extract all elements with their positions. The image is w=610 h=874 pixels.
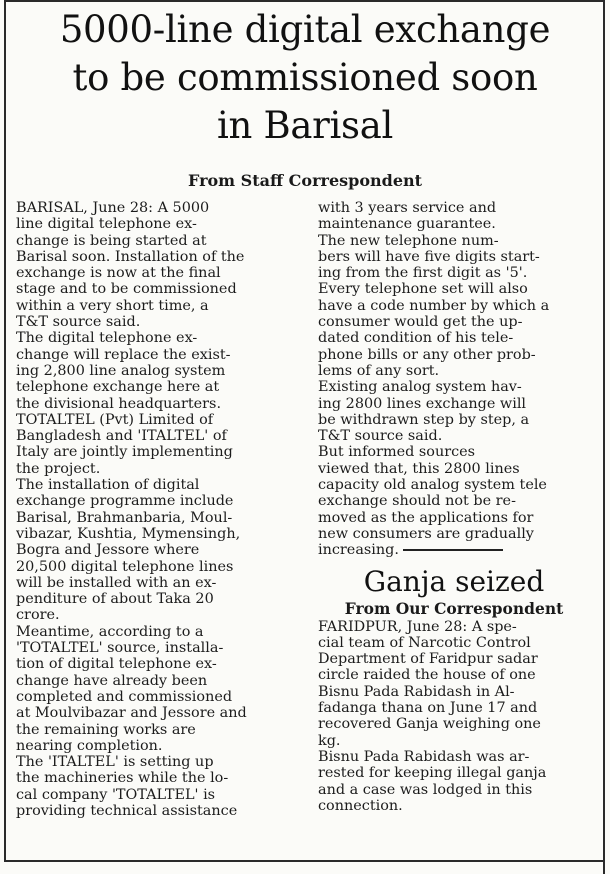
article-line: 'TOTALTEL' source, installa-	[16, 640, 224, 657]
left-border	[4, 0, 6, 862]
article-line: ing 2,800 line analog system	[16, 362, 226, 379]
article-line: penditure of about Taka 20	[16, 591, 214, 608]
article-line: line digital telephone ex-	[16, 216, 197, 233]
article-line: Italy are jointly implementing	[16, 444, 233, 461]
article-line: have a code number by which a	[318, 297, 550, 314]
article-line: Bisnu Pada Rabidash was ar-	[318, 748, 530, 765]
article-line: exchange programme include	[16, 493, 234, 510]
article-line: T&T source said.	[16, 314, 141, 331]
article-line: within a very short time, a	[16, 297, 209, 314]
article-line: Bangladesh and 'ITALTEL' of	[16, 428, 227, 445]
article-line: will be installed with an ex-	[16, 574, 217, 591]
article-line: Department of Faridpur sadar	[318, 651, 538, 668]
article-line: ing 2800 lines exchange will	[318, 395, 527, 412]
article-line: stage and to be commissioned	[16, 281, 237, 298]
article-line: bers will have five digits start-	[318, 248, 540, 265]
article-line: The 'ITALTEL' is setting up	[16, 754, 214, 771]
article-line: lems of any sort.	[318, 362, 440, 379]
article-line: crore.	[16, 607, 60, 624]
second-article-body	[318, 619, 590, 815]
article-line: Every telephone set will also	[318, 281, 528, 298]
article-line: Barisal soon. Installation of the	[16, 248, 245, 265]
article-line: TOTALTEL (Pvt) Limited of	[16, 411, 214, 428]
article-line: Meantime, according to a	[16, 623, 204, 640]
article-line: maintenance guarantee.	[318, 216, 496, 233]
article-line: rested for keeping illegal ganja	[318, 765, 547, 782]
article-line: The digital telephone ex-	[16, 330, 198, 347]
article-line: The new telephone num-	[318, 232, 499, 249]
article-line: and a case was lodged in this	[318, 781, 533, 798]
article-line: moved as the applications for	[318, 509, 534, 526]
article-line: nearing completion.	[16, 737, 163, 754]
main-byline: From Staff Correspondent	[187, 171, 423, 190]
article-column-right-body	[318, 200, 590, 559]
article-line: exchange should not be re-	[318, 493, 516, 510]
article-line: BARISAL, June 28: A 5000	[16, 200, 210, 216]
article-line: vibazar, Kushtia, Mymensingh,	[16, 525, 241, 542]
article-line: telephone exchange here at	[16, 379, 220, 396]
article-line: change is being started at	[16, 232, 207, 249]
article-line: increasing.	[318, 542, 590, 558]
article-line: providing technical assistance	[16, 802, 238, 819]
article-line: Barisal, Brahmanbaria, Moul-	[16, 509, 233, 526]
article-line: new consumers are gradually	[318, 525, 534, 542]
article-line: exchange is now at the final	[16, 265, 221, 282]
article-line: connection.	[318, 797, 403, 814]
article-line: the remaining works are	[16, 721, 196, 738]
article-line: circle raided the house of one	[318, 667, 536, 684]
article-column-right	[318, 200, 590, 814]
article-line: the divisional headquarters.	[16, 395, 222, 412]
article-line: tion of digital telephone ex-	[16, 656, 217, 673]
article-line: 20,500 digital telephone lines	[16, 558, 234, 575]
main-headline	[10, 6, 600, 150]
article-line: kg.	[318, 732, 341, 749]
article-line: dated condition of his tele-	[318, 330, 514, 347]
headline-line: in Barisal	[216, 104, 394, 147]
article-line: at Moulvibazar and Jessore and	[16, 705, 247, 722]
article-line: T&T source said.	[318, 428, 443, 445]
article-line: change have already been	[16, 672, 208, 689]
article-line: Existing analog system hav-	[318, 379, 522, 396]
second-byline: From Our Correspondent	[344, 598, 564, 618]
top-border	[4, 0, 605, 2]
bottom-border	[4, 860, 605, 862]
second-headline: Ganja seized	[363, 564, 545, 598]
article-line: capacity old analog system tele	[318, 477, 547, 494]
headline-line: to be commissioned soon	[72, 56, 538, 99]
section-divider	[403, 549, 503, 551]
article-line: completed and commissioned	[16, 688, 233, 705]
article-line: consumer would get the up-	[318, 314, 523, 331]
article-line: The installation of digital	[16, 477, 200, 494]
article-line: the machineries while the lo-	[16, 770, 229, 787]
article-line: viewed that, this 2800 lines	[318, 460, 520, 477]
article-line: FARIDPUR, June 28: A spe-	[318, 618, 517, 635]
article-column-left	[16, 200, 296, 819]
article-line: with 3 years service and	[318, 200, 497, 216]
article-line: cial team of Narcotic Control	[318, 634, 531, 651]
article-line: Bisnu Pada Rabidash in Al-	[318, 683, 515, 700]
article-line: But informed sources	[318, 444, 476, 461]
article-line: ing from the first digit as '5'.	[318, 265, 528, 282]
article-line: cal company 'TOTALTEL' is	[16, 786, 216, 803]
article-line: fadanga thana on June 17 and	[318, 700, 538, 717]
article-line: the project.	[16, 460, 101, 477]
article-line: change will replace the exist-	[16, 346, 231, 363]
article-line: Bogra and Jessore where	[16, 542, 200, 559]
right-border	[603, 0, 605, 874]
article-line: recovered Ganja weighing one	[318, 716, 541, 733]
article-line: be withdrawn step by step, a	[318, 411, 530, 428]
article-line: phone bills or any other prob-	[318, 346, 536, 363]
headline-line: 5000-line digital exchange	[59, 8, 551, 51]
